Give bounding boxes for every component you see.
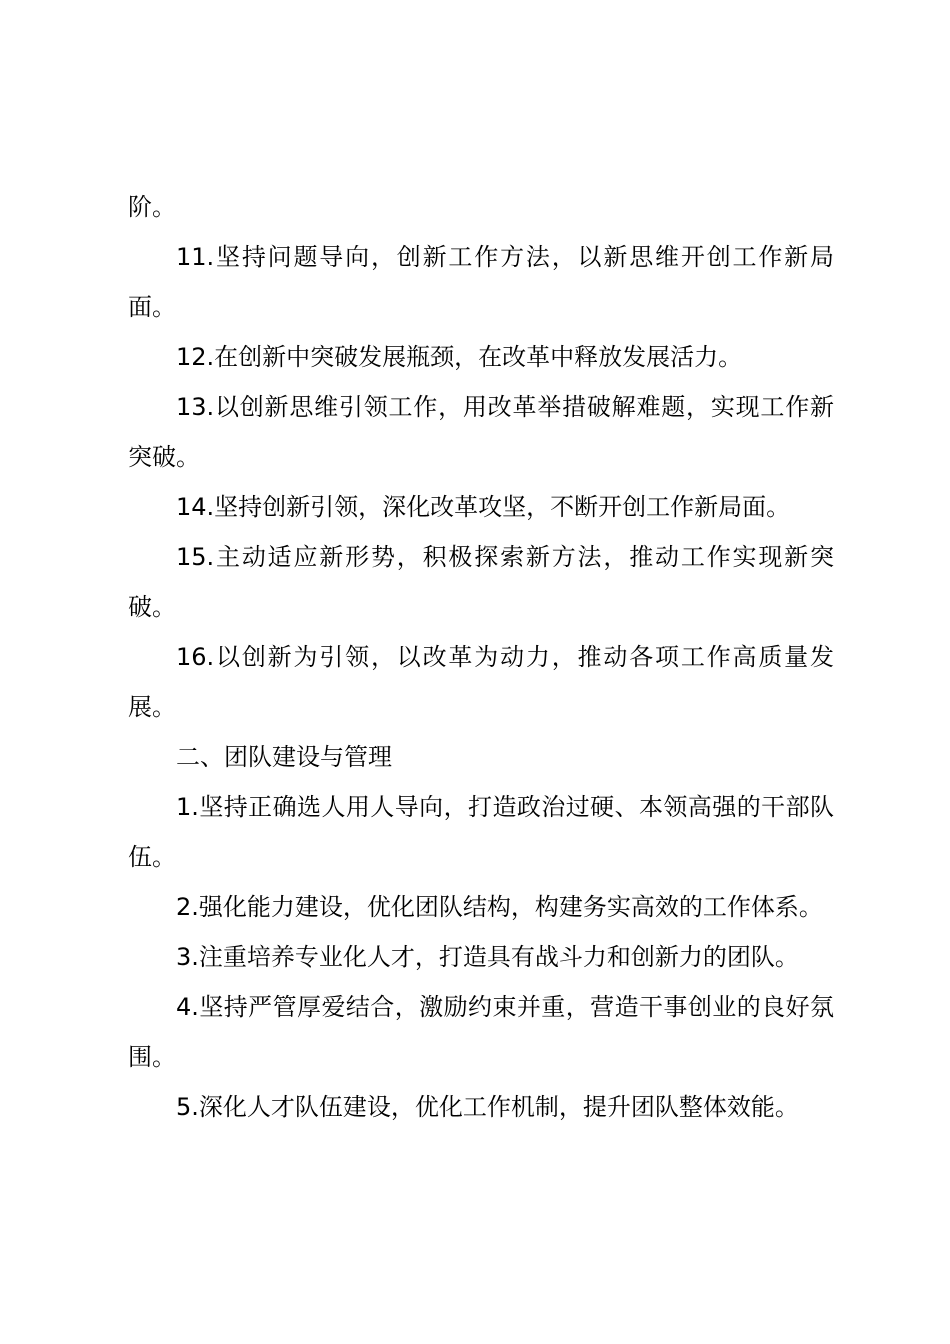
list-item-11: 11.坚持问题导向，创新工作方法，以新思维开创工作新局面。 bbox=[128, 243, 834, 321]
list-item-16: 16.以创新为引领，以改革为动力，推动各项工作高质量发展。 bbox=[128, 643, 834, 721]
list-item-15: 15.主动适应新形势，积极探索新方法，推动工作实现新突破。 bbox=[128, 543, 834, 621]
list-item-5: 5.深化人才队伍建设，优化工作机制，提升团队整体效能。 bbox=[176, 1093, 799, 1121]
paragraph-continuation: 阶。 bbox=[128, 193, 176, 221]
list-item-3: 3.注重培养专业化人才，打造具有战斗力和创新力的团队。 bbox=[176, 943, 799, 971]
list-item-1: 1.坚持正确选人用人导向，打造政治过硬、本领高强的干部队伍。 bbox=[128, 793, 834, 871]
list-item-13: 13.以创新思维引领工作，用改革举措破解难题，实现工作新突破。 bbox=[128, 393, 834, 471]
list-item-14: 14.坚持创新引领，深化改革攻坚，不断开创工作新局面。 bbox=[176, 493, 791, 521]
list-item-2: 2.强化能力建设，优化团队结构，构建务实高效的工作体系。 bbox=[176, 893, 823, 921]
section-heading-team-building: 二、团队建设与管理 bbox=[176, 743, 392, 771]
list-item-4: 4.坚持严管厚爱结合，激励约束并重，营造干事创业的良好氛围。 bbox=[128, 993, 834, 1071]
list-item-12: 12.在创新中突破发展瓶颈，在改革中释放发展活力。 bbox=[176, 343, 743, 371]
document-body bbox=[128, 182, 834, 1132]
